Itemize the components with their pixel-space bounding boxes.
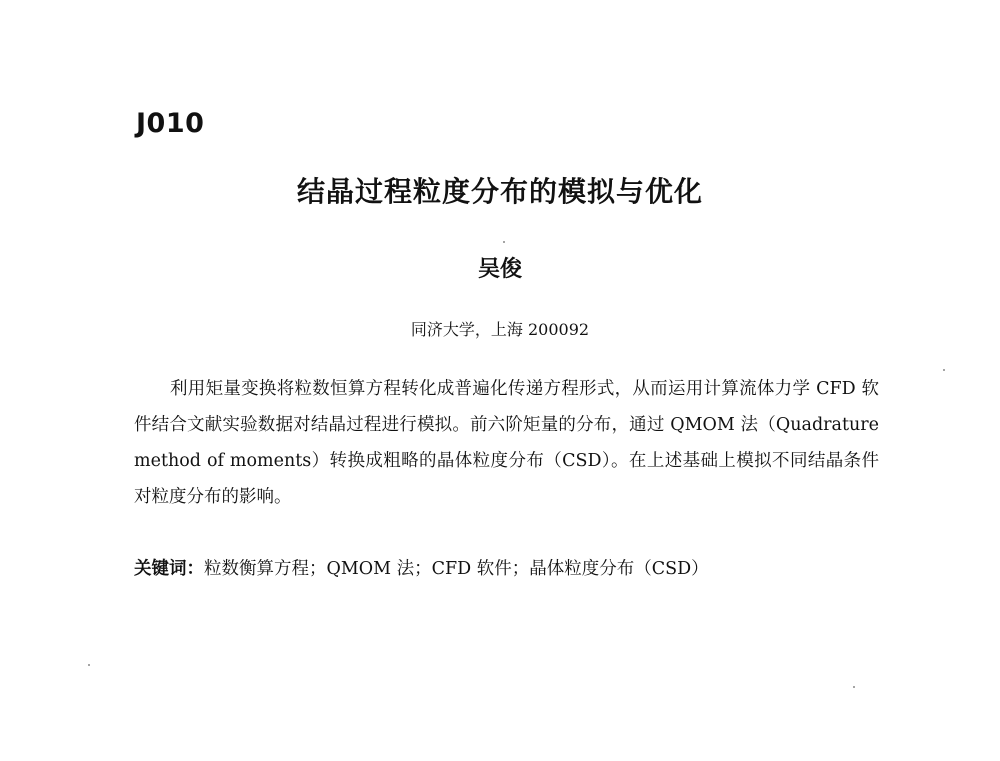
keywords-label: 关键词： xyxy=(134,559,204,579)
paper-title: 结晶过程粒度分布的模拟与优化 xyxy=(296,175,703,208)
paper-id: J010 xyxy=(136,108,205,139)
scan-speck xyxy=(503,241,505,243)
abstract-text: 利用矩量变换将粒数恒算方程转化成普遍化传递方程形式，从而运用计算流体力学 CFD 软件结合文献实验数据对结晶过程进行模拟。前六阶矩量的分布，通过 QMOM 法（Quadrature method of moments）转换成粗略的晶体粒度分布（CSD）。在上述基础上模拟不同结晶条件对粒度分布的影响。 xyxy=(134,379,879,507)
scan-speck xyxy=(853,686,855,688)
author-name: 吴俊 xyxy=(477,257,522,282)
scan-speck xyxy=(88,664,90,666)
keywords-line xyxy=(134,555,879,580)
author-affiliation: 同济大学，上海 200092 xyxy=(410,320,590,339)
scan-speck xyxy=(943,369,945,371)
keywords-text: 粒数衡算方程；QMOM 法；CFD 软件；晶体粒度分布（CSD） xyxy=(204,559,709,579)
